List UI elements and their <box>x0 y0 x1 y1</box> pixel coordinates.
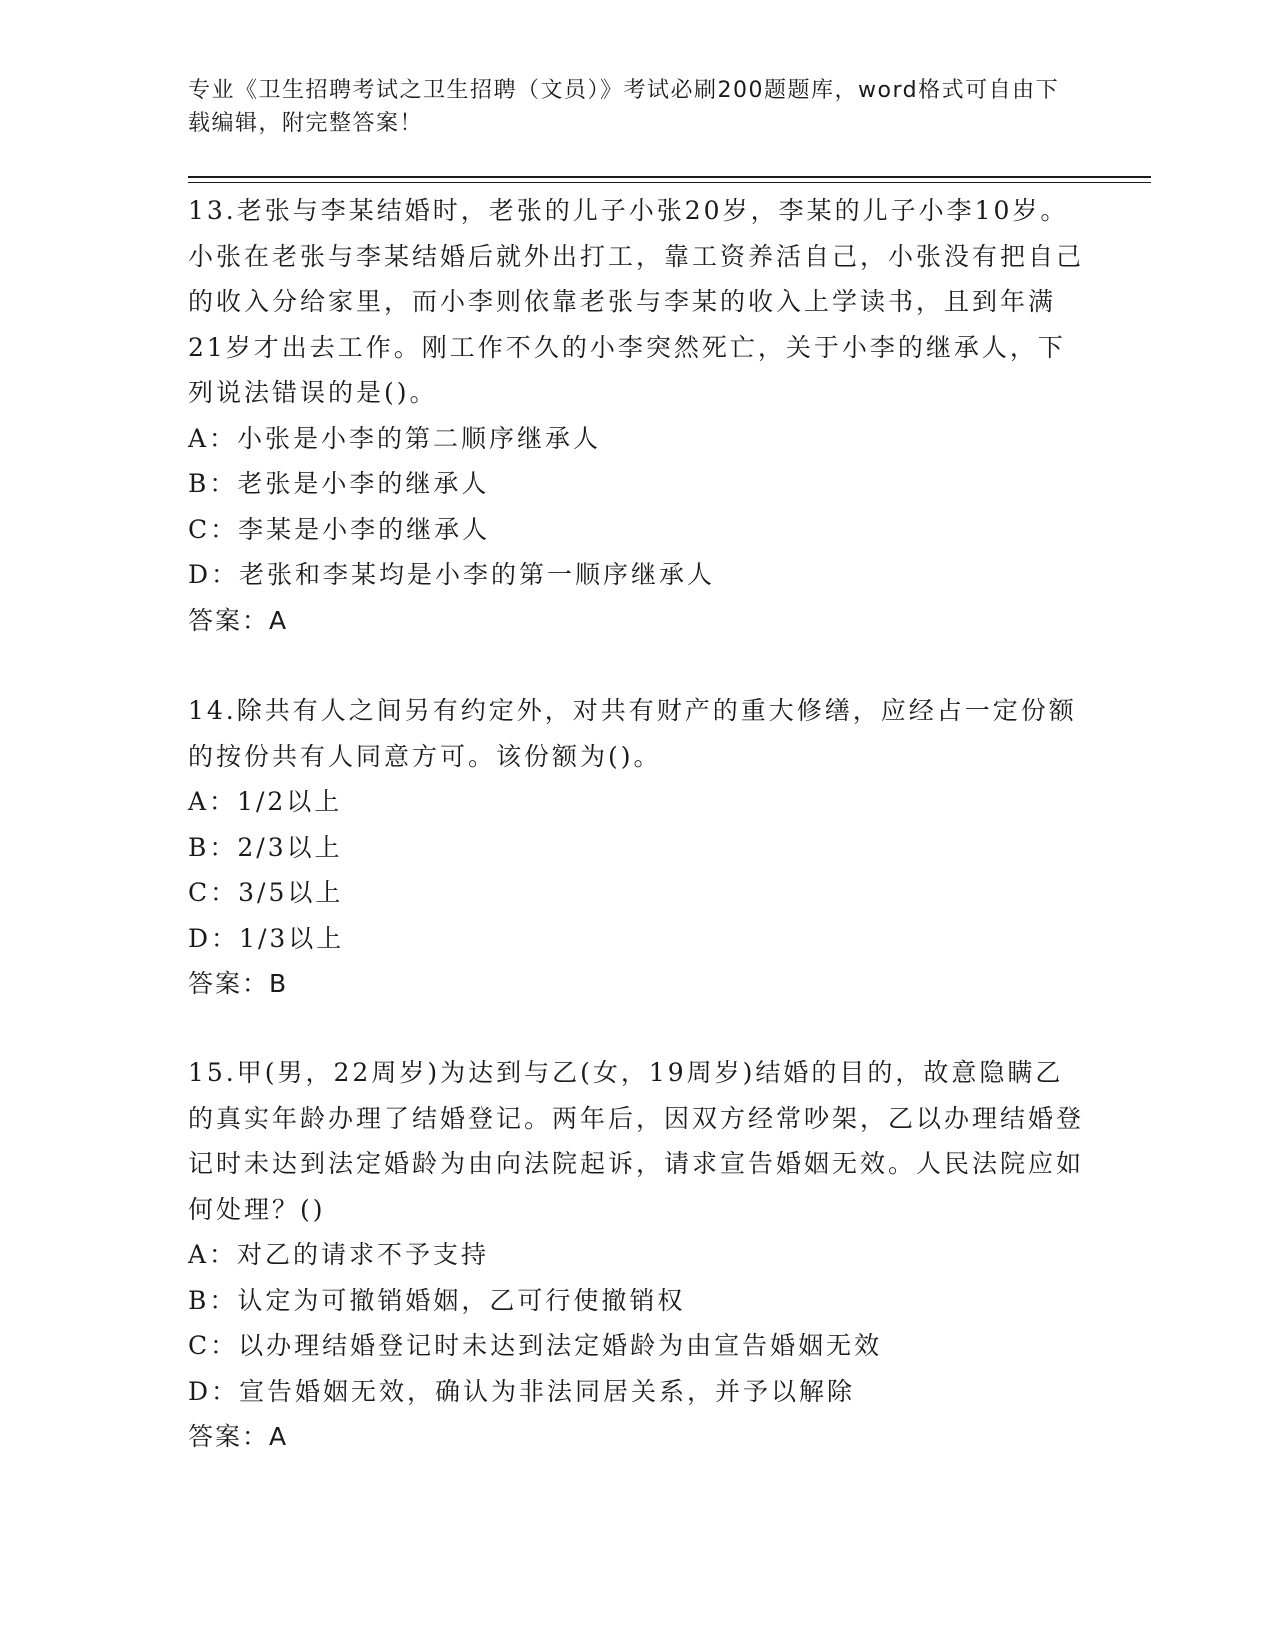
question-stem: 14.除共有人之间另有约定外，对共有财产的重大修缮，应经占一定份额的按份共有人同意方可。该份额为()。 <box>188 696 1077 771</box>
option-c: C：李某是小李的继承人 <box>188 514 491 544</box>
question-stem: 13.老张与李某结婚时，老张的儿子小张20岁，李某的儿子小李10岁。小张在老张与李某结婚后就外出打工，靠工资养活自己，小张没有把自己的收入分给家里，而小李则依靠老张与李某的收入上学读书，且到年满21岁才出去工作。刚工作不久的小李突然死亡，关于小李的继承人，下列说法错误的是()。 <box>188 196 1085 407</box>
answer-line: 答案：A <box>188 1422 289 1451</box>
header-rule-thin <box>188 182 1151 183</box>
document-header-title: 专业《卫生招聘考试之卫生招聘（文员）》考试必刷200题题库，word格式可自由下载编辑，附完整答案！ <box>188 78 1060 136</box>
option-a: A：对乙的请求不予支持 <box>188 1240 490 1269</box>
option-b: B：认定为可撤销婚姻，乙可行使撤销权 <box>188 1285 686 1315</box>
option-d: D：老张和李某均是小李的第一顺序继承人 <box>188 560 716 589</box>
option-b: B：老张是小李的继承人 <box>188 469 490 498</box>
option-c: C：3/5以上 <box>188 878 344 907</box>
option-d: D：宣告婚姻无效，确认为非法同居关系，并予以解除 <box>188 1376 856 1406</box>
option-c: C：以办理结婚登记时未达到法定婚龄为由宣告婚姻无效 <box>188 1331 883 1360</box>
option-d: D：1/3以上 <box>188 923 345 953</box>
option-b: B：2/3以上 <box>188 832 343 862</box>
question-13 <box>188 188 1088 643</box>
answer-line: 答案：A <box>188 605 289 635</box>
question-stem: 15.甲(男，22周岁)为达到与乙(女，19周岁)结婚的目的，故意隐瞒乙的真实年龄办理了结婚登记。两年后，因双方经常吵架，乙以办理结婚登记时未达到法定婚龄为由向法院起诉，请求宣告婚姻无效。人民法院应如何处理？() <box>188 1058 1085 1224</box>
header-rule-thick <box>188 176 1151 178</box>
question-15 <box>188 1050 1088 1460</box>
option-a: A：1/2以上 <box>188 787 343 816</box>
option-a: A：小张是小李的第二顺序继承人 <box>188 423 602 453</box>
answer-line: 答案：B <box>188 969 289 998</box>
question-14 <box>188 688 1088 1007</box>
